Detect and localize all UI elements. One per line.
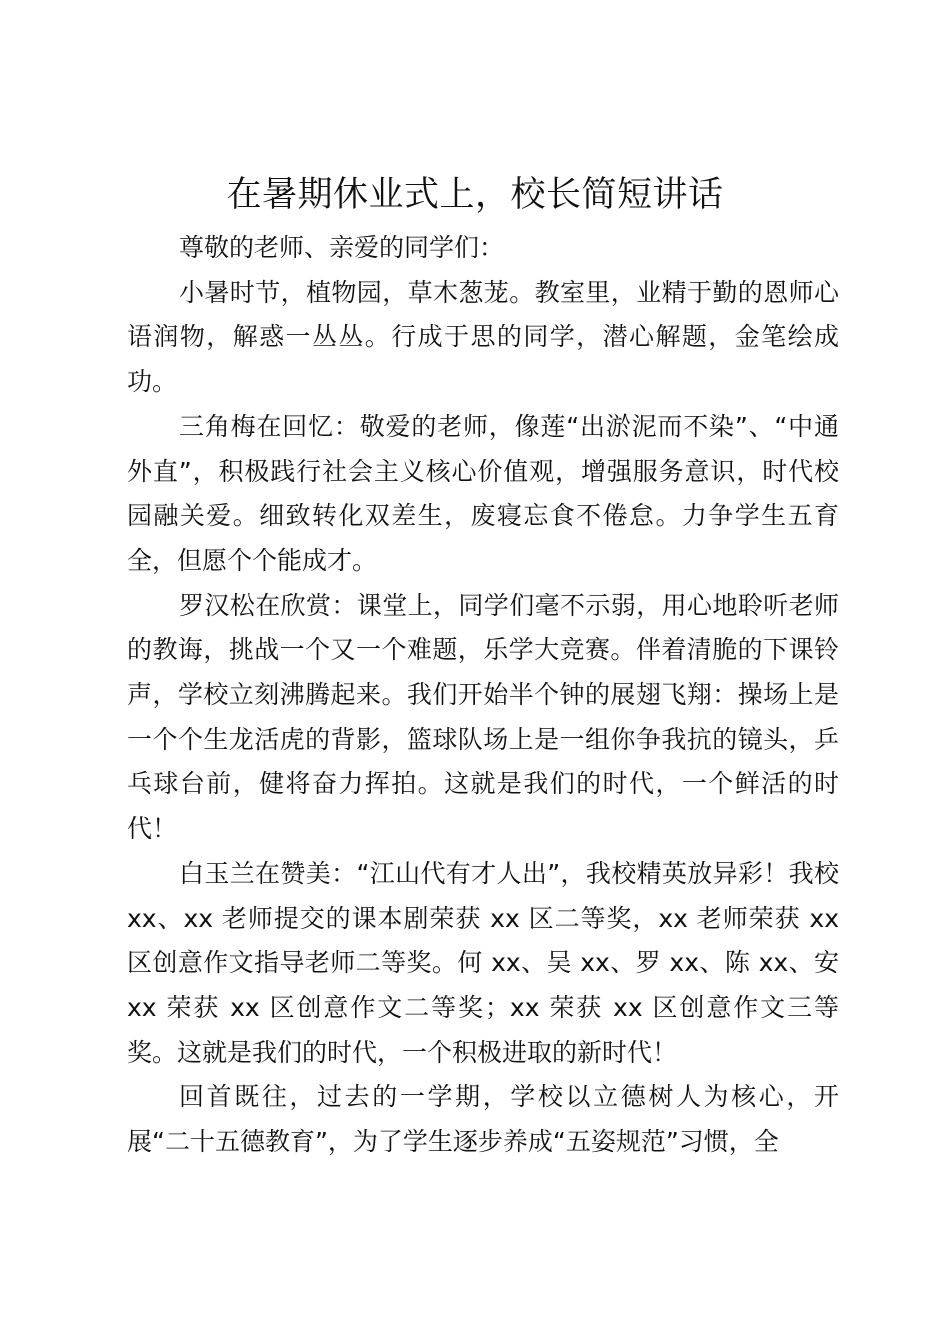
body-paragraph-4: 白玉兰在赞美：“江山代有才人出”，我校精英放异彩！我校 xx、xx 老师提交的课本剧荣获 xx 区二等奖，xx 老师荣获 xx 区创意作文指导老师二等奖。何 xx、吴 xx、罗 xx、陈 xx、安 xx 荣获 xx 区创意作文二等奖；xx 荣获 xx 区创意作文三等奖。这就是我们的时代，一个积极进取的新时代！	[127, 858, 839, 1067]
body-paragraph-3: 罗汉松在欣赏：课堂上，同学们毫不示弱，用心地聆听老师的教诲，挑战一个又一个难题，乐学大竞赛。伴着清脆的下课铃声，学校立刻沸腾起来。我们开始半个钟的展翅飞翔：操场上是一个个生龙活虎的背影，篮球队场上是一组你争我抗的镜头，乒乓球台前，健将奋力挥拍。这就是我们的时代，一个鲜活的时代！	[127, 590, 839, 844]
salutation-paragraph: 尊敬的老师、亲爱的同学们：	[179, 233, 505, 262]
document-title: 在暑期休业式上，校长简短讲话	[226, 175, 724, 215]
body-paragraph-1: 小暑时节，植物园，草木葱茏。教室里，业精于勤的恩师心语润物，解惑一丛丛。行成于思的同学，潜心解题，金笔绘成功。	[127, 277, 839, 397]
body-paragraph-5: 回首既往，过去的一学期，学校以立德树人为核心，开展“二十五德教育”，为了学生逐步养成“五姿规范”习惯，全	[127, 1082, 839, 1157]
body-paragraph-2: 三角梅在回忆：敬爱的老师，像莲“出淤泥而不染”、“中通外直”，积极践行社会主义核心价值观，增强服务意识，时代校园融关爱。细致转化双差生，废寝忘食不倦怠。力争学生五育全，但愿个个能成才。	[127, 411, 839, 575]
document-body	[127, 226, 839, 1165]
